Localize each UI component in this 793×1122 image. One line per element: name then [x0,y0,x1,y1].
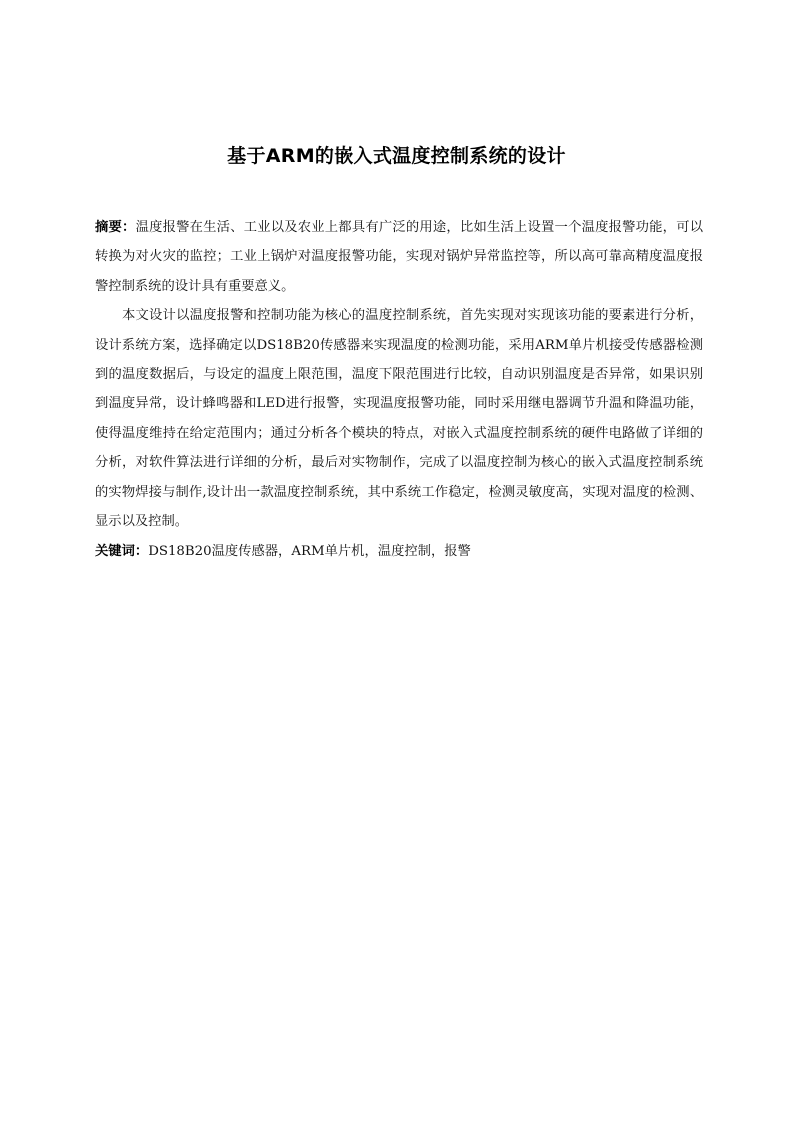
abstract-text-1: 温度报警在生活、工业以及农业上都具有广泛的用途，比如生活上设置一个温度报警功能，可以转换为对火灾的监控；工业上锅炉对温度报警功能，实现对锅炉异常监控等，所以高可靠高精度温度报警控制系统的设计具有重要意义。 [95,220,704,294]
abstract-paragraph-1 [95,213,703,301]
keywords-text: DS18B20温度传感器，ARM单片机，温度控制，报警 [148,544,471,560]
document-title: 基于ARM的嵌入式温度控制系统的设计 [227,145,566,167]
abstract-label: 摘要： [95,220,136,235]
abstract-paragraph-2: 本文设计以温度报警和控制功能为核心的温度控制系统，首先实现对实现该功能的要素进行分析，设计系统方案，选择确定以DS18B20传感器来实现温度的检测功能，采用ARM单片机接受传感器检测到的温度数据后，与设定的温度上限范围，温度下限范围进行比较，自动识别温度是否异常，如果识别到温度异常，设计蜂鸣器和LED进行报警，实现温度报警功能，同时采用继电器调节升温和降温功能，使得温度维持在给定范围内；通过分析各个模块的特点，对嵌入式温度控制系统的硬件电路做了详细的分析，对软件算法进行详细的分析，最后对实物制作，完成了以温度控制为核心的嵌入式温度控制系统的实物焊接与制作,设计出一款温度控制系统，其中系统工作稳定，检测灵敏度高，实现对温度的检测、显示以及控制。 [95,308,703,530]
abstract-section [95,213,703,567]
keywords-label: 关键词： [95,544,149,560]
keywords-line [95,537,703,566]
